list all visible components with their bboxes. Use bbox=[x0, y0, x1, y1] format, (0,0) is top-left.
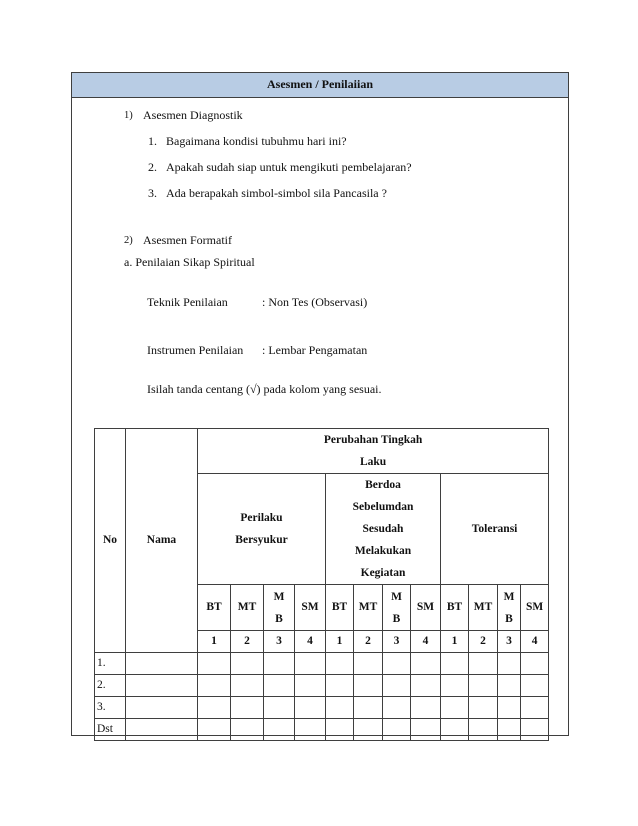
check-cell[interactable] bbox=[441, 719, 469, 741]
aspect-header-toleransi: Toleransi bbox=[441, 474, 549, 585]
score-cell: 1 bbox=[441, 631, 469, 653]
subheader-sm: SM bbox=[295, 585, 326, 631]
subheader-sm: SM bbox=[521, 585, 549, 631]
subheader-sm: SM bbox=[411, 585, 441, 631]
check-cell[interactable] bbox=[198, 675, 231, 697]
score-cell: 2 bbox=[469, 631, 498, 653]
subheader-bt: BT bbox=[198, 585, 231, 631]
row-number: 3. bbox=[95, 697, 126, 719]
aspect-header-line: Perilaku bbox=[240, 512, 283, 524]
check-cell[interactable] bbox=[264, 675, 295, 697]
subheader-bt: BT bbox=[441, 585, 469, 631]
score-cell: 3 bbox=[498, 631, 521, 653]
question-text: Ada berapakah simbol-simbol sila Pancasila ? bbox=[166, 186, 387, 200]
check-cell[interactable] bbox=[231, 697, 264, 719]
subheader-mt: MT bbox=[354, 585, 383, 631]
technique-value: : Non Tes (Observasi) bbox=[262, 295, 368, 309]
table-row bbox=[95, 675, 549, 697]
check-cell[interactable] bbox=[231, 719, 264, 741]
check-cell[interactable] bbox=[469, 719, 498, 741]
aspect-header-berdoa bbox=[326, 474, 441, 585]
section-header: Asesmen / Penilaiian bbox=[72, 73, 568, 98]
check-cell[interactable] bbox=[295, 719, 326, 741]
check-cell[interactable] bbox=[441, 697, 469, 719]
check-cell[interactable] bbox=[383, 719, 411, 741]
subheader-bt: BT bbox=[326, 585, 354, 631]
check-cell[interactable] bbox=[469, 653, 498, 675]
check-cell[interactable] bbox=[295, 675, 326, 697]
instrument-label: Instrumen Penilaian bbox=[147, 343, 244, 357]
check-cell[interactable] bbox=[383, 675, 411, 697]
assessment-frame bbox=[71, 72, 569, 736]
check-cell[interactable] bbox=[354, 697, 383, 719]
check-cell[interactable] bbox=[383, 697, 411, 719]
score-cell: 1 bbox=[326, 631, 354, 653]
check-cell[interactable] bbox=[441, 653, 469, 675]
check-cell[interactable] bbox=[498, 653, 521, 675]
check-cell[interactable] bbox=[354, 675, 383, 697]
check-cell[interactable] bbox=[498, 675, 521, 697]
check-cell[interactable] bbox=[411, 675, 441, 697]
subheader-mb-top: M bbox=[273, 590, 285, 603]
check-cell[interactable] bbox=[383, 653, 411, 675]
diagnostic-number: 1) bbox=[124, 110, 133, 121]
check-cell[interactable] bbox=[354, 653, 383, 675]
score-cell: 4 bbox=[411, 631, 441, 653]
col-header-name: Nama bbox=[126, 429, 198, 653]
observation-table bbox=[94, 428, 549, 741]
instrument-value: : Lembar Pengamatan bbox=[262, 343, 368, 357]
check-cell[interactable] bbox=[326, 697, 354, 719]
subheader-mb bbox=[264, 585, 295, 631]
check-cell[interactable] bbox=[326, 653, 354, 675]
subheader-mb-bottom: B bbox=[392, 612, 401, 625]
subheader-mt: MT bbox=[469, 585, 498, 631]
table-row bbox=[95, 653, 549, 675]
question-text: Apakah sudah siap untuk mengikuti pembelajaran? bbox=[166, 160, 412, 174]
check-cell[interactable] bbox=[441, 675, 469, 697]
aspect-header-line: Bersyukur bbox=[235, 534, 288, 546]
check-cell[interactable] bbox=[521, 697, 549, 719]
check-cell[interactable] bbox=[411, 697, 441, 719]
row-number: 2. bbox=[95, 675, 126, 697]
check-cell[interactable] bbox=[264, 653, 295, 675]
check-cell[interactable] bbox=[198, 697, 231, 719]
instruction-text: Isilah tanda centang (√) pada kolom yang sesuai. bbox=[147, 382, 382, 396]
score-cell: 2 bbox=[354, 631, 383, 653]
check-cell[interactable] bbox=[521, 653, 549, 675]
check-cell[interactable] bbox=[521, 719, 549, 741]
check-cell[interactable] bbox=[469, 697, 498, 719]
name-cell[interactable] bbox=[126, 697, 198, 719]
check-cell[interactable] bbox=[231, 653, 264, 675]
subheader-mb-top: M bbox=[391, 590, 402, 603]
subheader-mb-bottom: B bbox=[505, 612, 513, 625]
check-cell[interactable] bbox=[295, 653, 326, 675]
name-cell[interactable] bbox=[126, 719, 198, 741]
question-number: 1. bbox=[148, 134, 157, 148]
check-cell[interactable] bbox=[411, 653, 441, 675]
aspect-header-line: Berdoa bbox=[365, 479, 401, 491]
score-cell: 3 bbox=[383, 631, 411, 653]
subheader-mb bbox=[383, 585, 411, 631]
aspect-header-line: Sebelumdan bbox=[352, 501, 414, 513]
check-cell[interactable] bbox=[198, 719, 231, 741]
check-cell[interactable] bbox=[326, 719, 354, 741]
aspect-header-line: Kegiatan bbox=[360, 567, 406, 579]
question-number: 3. bbox=[148, 186, 157, 200]
subheader-mb bbox=[498, 585, 521, 631]
check-cell[interactable] bbox=[354, 719, 383, 741]
check-cell[interactable] bbox=[411, 719, 441, 741]
subheader-mb-top: M bbox=[503, 590, 515, 603]
question-number: 2. bbox=[148, 160, 157, 174]
score-cell: 4 bbox=[295, 631, 326, 653]
aspect-header-line: Melakukan bbox=[354, 545, 412, 557]
subheader-mt: MT bbox=[231, 585, 264, 631]
aspect-header-line: Sesudah bbox=[362, 523, 404, 535]
subheader-mb-bottom: B bbox=[275, 612, 283, 625]
row-number: Dst bbox=[95, 719, 126, 741]
check-cell[interactable] bbox=[264, 719, 295, 741]
group-header bbox=[198, 429, 549, 474]
check-cell[interactable] bbox=[231, 675, 264, 697]
question-text: Bagaimana kondisi tubuhmu hari ini? bbox=[166, 134, 347, 148]
check-cell[interactable] bbox=[264, 697, 295, 719]
diagnostic-heading: Asesmen Diagnostik bbox=[143, 108, 243, 122]
group-header-line2: Laku bbox=[359, 456, 387, 468]
table-row bbox=[95, 697, 549, 719]
check-cell[interactable] bbox=[198, 653, 231, 675]
score-cell: 3 bbox=[264, 631, 295, 653]
aspect-header-bersyukur bbox=[198, 474, 326, 585]
check-cell[interactable] bbox=[295, 697, 326, 719]
row-number: 1. bbox=[95, 653, 126, 675]
formative-heading: Asesmen Formatif bbox=[143, 233, 232, 247]
check-cell[interactable] bbox=[498, 697, 521, 719]
name-cell[interactable] bbox=[126, 675, 198, 697]
table-row bbox=[95, 719, 549, 741]
score-cell: 2 bbox=[231, 631, 264, 653]
check-cell[interactable] bbox=[498, 719, 521, 741]
score-cell: 4 bbox=[521, 631, 549, 653]
check-cell[interactable] bbox=[521, 675, 549, 697]
check-cell[interactable] bbox=[469, 675, 498, 697]
score-cell: 1 bbox=[198, 631, 231, 653]
technique-label: Teknik Penilaian bbox=[147, 295, 228, 309]
group-header-line1: Perubahan Tingkah bbox=[323, 434, 423, 446]
formative-number: 2) bbox=[124, 235, 133, 246]
formative-subheading: a. Penilaian Sikap Spiritual bbox=[124, 255, 255, 269]
check-cell[interactable] bbox=[326, 675, 354, 697]
col-header-no: No bbox=[95, 429, 126, 653]
name-cell[interactable] bbox=[126, 653, 198, 675]
